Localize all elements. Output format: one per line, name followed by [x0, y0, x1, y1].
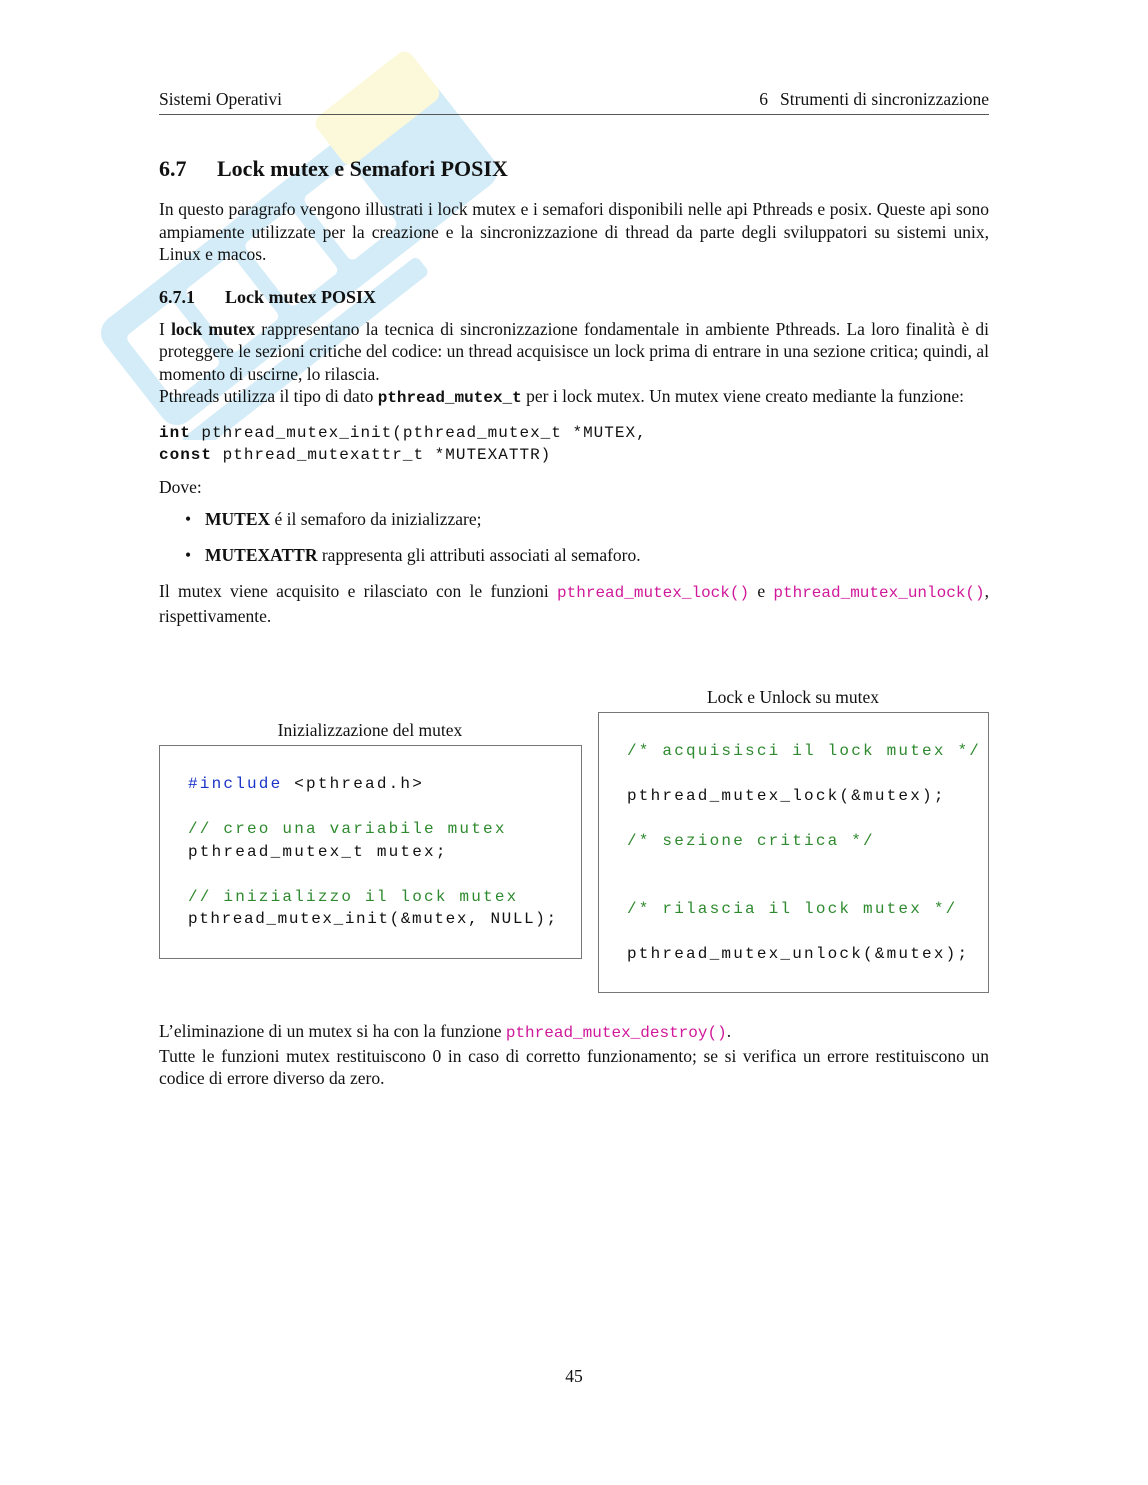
signature-text: pthread_mutexattr_t *MUTEXATTR)	[212, 445, 552, 464]
header-book-title: Sistemi Operativi	[159, 89, 282, 109]
subsection-heading	[159, 286, 989, 308]
param-term: MUTEX	[205, 509, 271, 529]
function-link[interactable]: pthread_mutex_unlock()	[773, 584, 985, 602]
bold-term: lock mutex	[171, 318, 256, 339]
function-signature	[159, 422, 989, 466]
code-comment: // inizializzo il lock mutex	[188, 887, 519, 906]
page-number: 45	[565, 1366, 583, 1386]
code-keyword: #include	[188, 775, 283, 793]
closing-text	[159, 1020, 989, 1090]
code-line: pthread_mutex_lock(&mutex);	[627, 787, 946, 805]
section-number: 6.7	[159, 156, 187, 181]
list-item	[205, 544, 989, 566]
page-content	[159, 154, 989, 627]
paragraph-return-values: Tutte le funzioni mutex restituiscono 0 in caso di corretto funzionamento; se si verifica un errore restituiscono un codice di errore diverso da zero.	[159, 1045, 989, 1088]
running-header	[159, 88, 989, 115]
code-line: pthread_mutex_init(&mutex, NULL);	[188, 910, 558, 928]
paragraph-lock-mutex	[159, 318, 989, 386]
section-title: Lock mutex e Semafori POSIX	[217, 156, 508, 181]
listing-caption-init: Inizializzazione del mutex	[277, 720, 463, 740]
paragraph-destroy	[159, 1020, 989, 1045]
header-chapter	[759, 89, 989, 110]
code-blank-line	[627, 763, 988, 786]
code-blank-line	[188, 796, 581, 819]
text: Il mutex viene acquisito e rilasciato con le funzioni	[159, 581, 558, 601]
code-blank-line	[627, 920, 988, 943]
code-line	[188, 773, 581, 796]
text: I	[159, 318, 172, 339]
section-intro: In questo paragrafo vengono illustrati i lock mutex e i semafori disponibili nelle api Pthreads e posix. Queste api sono ampiamente utilizzate per la creazione e la sincronizzazione di thread da parte degli sviluppatori su sistemi unix, Linux e macos.	[159, 199, 989, 264]
text: .	[726, 1021, 732, 1041]
code-line: pthread_mutex_t mutex;	[188, 842, 448, 861]
signature-line-1	[159, 422, 989, 444]
paragraph-pthreads-type	[159, 385, 989, 410]
subsection-title: Lock mutex POSIX	[225, 286, 377, 307]
code-text: <pthread.h>	[282, 775, 425, 793]
inline-code: pthread_mutex_t	[377, 389, 522, 407]
header-chapter-number: 6	[759, 89, 769, 109]
code-blank-line	[627, 853, 988, 876]
header-chapter-title: Strumenti di sincronizzazione	[780, 89, 989, 109]
param-term: MUTEXATTR	[205, 545, 318, 565]
list-item	[205, 508, 989, 530]
text: e	[749, 581, 774, 601]
subsection-number: 6.7.1	[159, 286, 195, 307]
code-comment: /* sezione critica */	[627, 832, 875, 850]
param-desc: é il semaforo da inizializzare;	[270, 509, 482, 529]
code-line: pthread_mutex_unlock(&mutex);	[627, 944, 970, 963]
text: per i lock mutex. Un mutex viene creato mediante la funzione:	[521, 386, 964, 406]
keyword: int	[159, 423, 191, 442]
code-listing-lock-unlock	[598, 712, 989, 993]
parameter-list	[159, 508, 989, 566]
section-heading	[159, 154, 989, 184]
keyword: const	[159, 445, 213, 464]
dove-label: Dove:	[159, 476, 202, 497]
code-comment: // creo una variabile mutex	[188, 820, 507, 838]
signature-line-2	[159, 444, 989, 466]
code-blank-line	[627, 875, 988, 898]
paragraph-lock-unlock	[159, 580, 989, 627]
code-blank-line	[627, 808, 988, 831]
signature-text: pthread_mutex_init(pthread_mutex_t *MUTEX,	[190, 423, 647, 442]
code-comment: /* rilascia il lock mutex */	[627, 899, 958, 918]
text: rappresentano la tecnica di sincronizzazione fondamentale in ambiente Pthreads. La loro finalità è di proteggere le sezioni critiche del codice: un thread acquisisce un lock prima di entrare in una sezione critica; quindi, al momento di uscirne, lo rilascia.	[159, 318, 989, 384]
function-link[interactable]: pthread_mutex_destroy()	[505, 1024, 727, 1042]
code-comment: /* acquisisci il lock mutex */	[627, 742, 982, 760]
text: L’eliminazione di un mutex si ha con la funzione	[159, 1021, 506, 1041]
listing-caption-lock: Lock e Unlock su mutex	[706, 687, 880, 707]
param-desc: rappresenta gli attributi associati al semaforo.	[317, 545, 641, 565]
code-listing-init	[159, 745, 582, 959]
function-link[interactable]: pthread_mutex_lock()	[557, 584, 750, 602]
text: , rispettivamente.	[159, 581, 989, 626]
text: Pthreads utilizza il tipo di dato	[159, 386, 378, 406]
code-blank-line	[188, 863, 581, 886]
